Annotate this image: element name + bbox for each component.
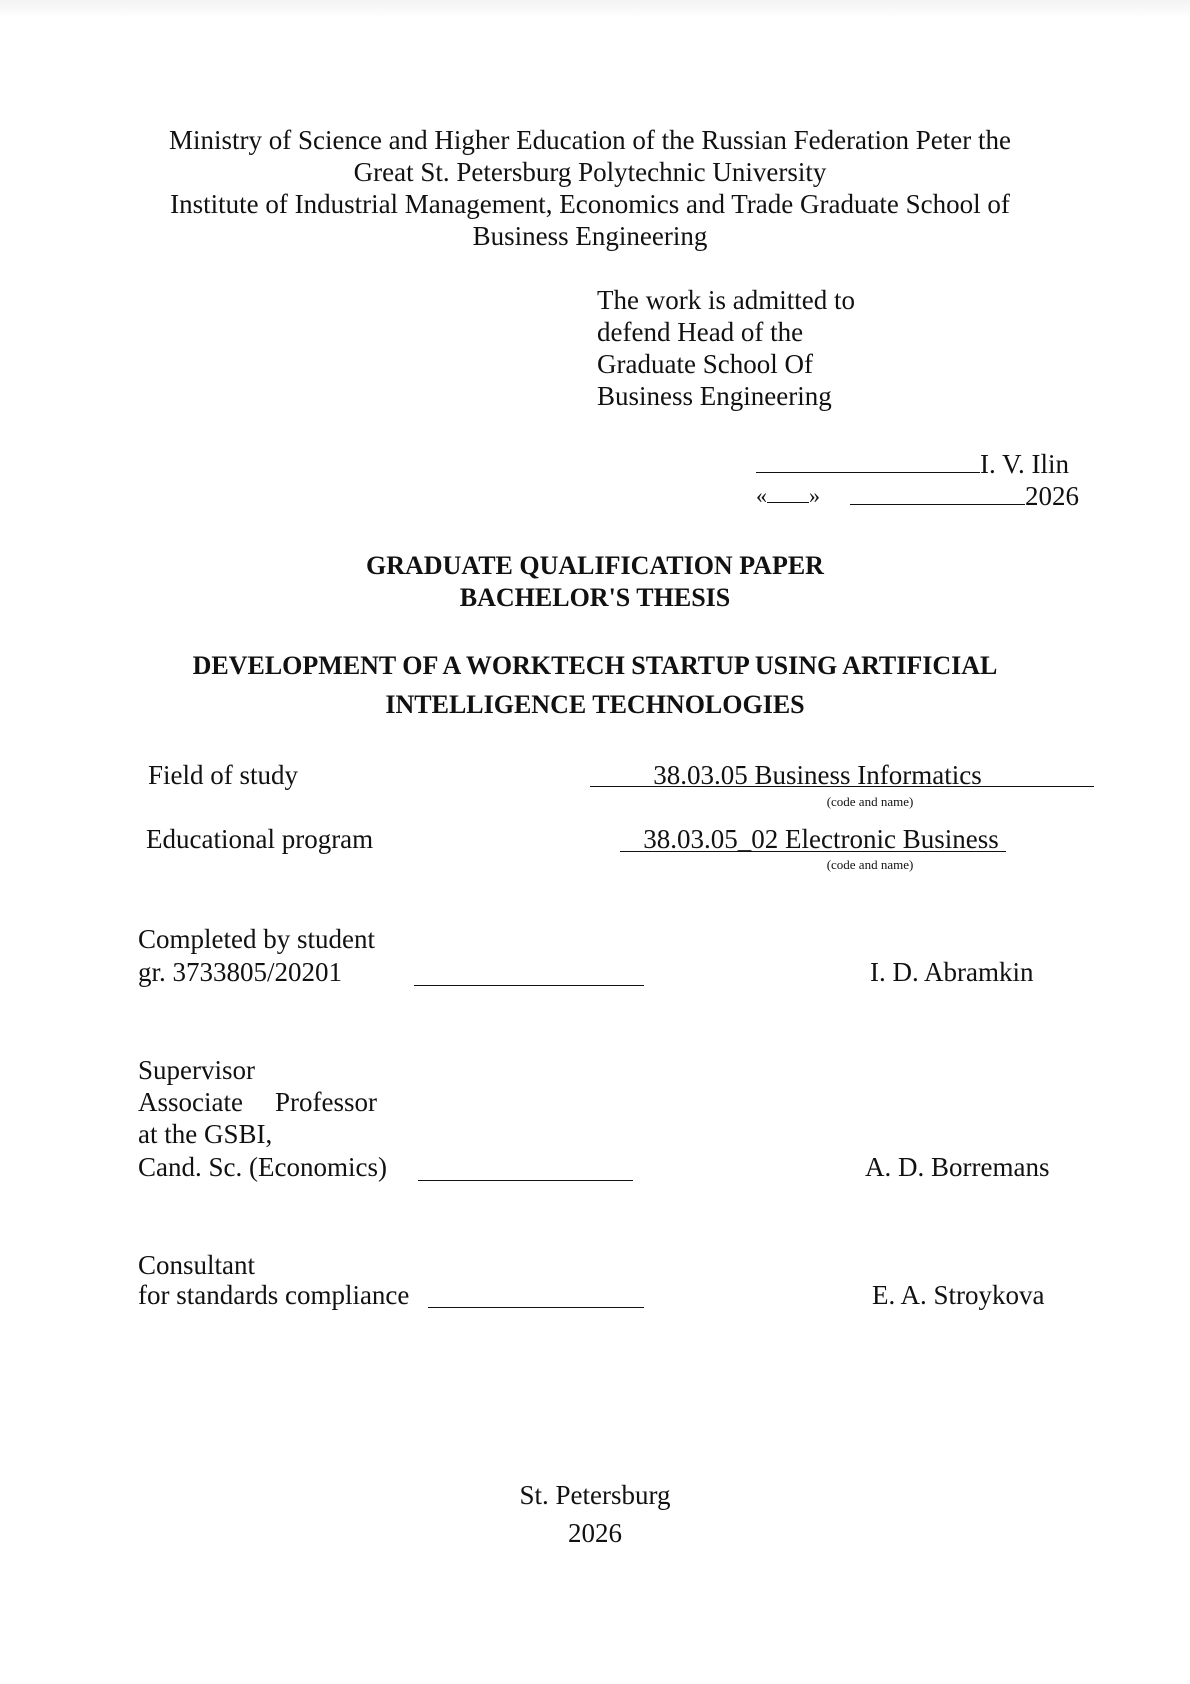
consultant-role: for standards compliance bbox=[138, 1280, 410, 1310]
month-year-row bbox=[850, 480, 1079, 512]
student-name: I. D. Abramkin bbox=[870, 957, 1034, 987]
program-value: 38.03.05_02 Electronic Business bbox=[643, 824, 999, 854]
institute-line: Institute of Industrial Management, Economics and Trade Graduate School of bbox=[170, 189, 1010, 219]
month-line bbox=[850, 504, 1025, 505]
admission-line-1: The work is admitted to bbox=[597, 285, 855, 315]
page-top-edge bbox=[0, 0, 1190, 18]
admission-line-3: Graduate School Of bbox=[597, 349, 813, 379]
quote-close: » bbox=[809, 483, 820, 508]
thesis-title-line-2: INTELLIGENCE TECHNOLOGIES bbox=[385, 690, 805, 719]
consultant-label: Consultant bbox=[138, 1250, 256, 1280]
head-signature-row bbox=[756, 448, 1069, 480]
date-row bbox=[756, 480, 820, 512]
ministry-line: Ministry of Science and Higher Education of the Russian Federation Peter the bbox=[168, 125, 1012, 155]
paper-type-line-1: GRADUATE QUALIFICATION PAPER bbox=[366, 551, 824, 580]
student-group: gr. 3733805/20201 bbox=[138, 957, 343, 987]
admission-line-2: defend Head of the bbox=[597, 317, 804, 347]
university-line: Great St. Petersburg Polytechnic University bbox=[353, 157, 827, 187]
student-signature-line bbox=[414, 985, 644, 986]
supervisor-degree: Cand. Sc. (Economics) bbox=[138, 1152, 387, 1182]
supervisor-affiliation: at the GSBI, bbox=[138, 1119, 273, 1149]
quote-open: « bbox=[756, 483, 767, 508]
program-hint: (code and name) bbox=[826, 857, 914, 872]
head-signer-name: I. V. Ilin bbox=[980, 449, 1070, 479]
footer-city: St. Petersburg bbox=[519, 1480, 671, 1510]
consultant-signature-line bbox=[428, 1307, 644, 1308]
supervisor-position-b: Professor bbox=[275, 1087, 377, 1117]
program-label: Educational program bbox=[146, 824, 374, 854]
head-signature-line bbox=[756, 472, 980, 473]
footer-year: 2026 bbox=[568, 1518, 622, 1548]
student-role-line-1: Completed by student bbox=[138, 924, 375, 954]
field-of-study-value: 38.03.05 Business Informatics bbox=[653, 760, 982, 790]
school-line: Business Engineering bbox=[472, 221, 708, 251]
day-line bbox=[767, 502, 809, 503]
field-of-study-label: Field of study bbox=[148, 760, 299, 790]
admission-year: 2026 bbox=[1025, 481, 1079, 511]
supervisor-signature-line bbox=[418, 1180, 633, 1181]
field-of-study-hint: (code and name) bbox=[826, 794, 914, 809]
supervisor-label: Supervisor bbox=[138, 1055, 255, 1085]
admission-line-4: Business Engineering bbox=[597, 381, 832, 411]
consultant-name: E. A. Stroykova bbox=[872, 1280, 1045, 1310]
supervisor-name: A. D. Borremans bbox=[865, 1152, 1050, 1182]
supervisor-position-a: Associate bbox=[138, 1087, 243, 1117]
paper-type-line-2: BACHELOR'S THESIS bbox=[459, 583, 731, 612]
thesis-title-line-1: DEVELOPMENT OF A WORKTECH STARTUP USING ARTIFICIAL bbox=[192, 651, 998, 680]
